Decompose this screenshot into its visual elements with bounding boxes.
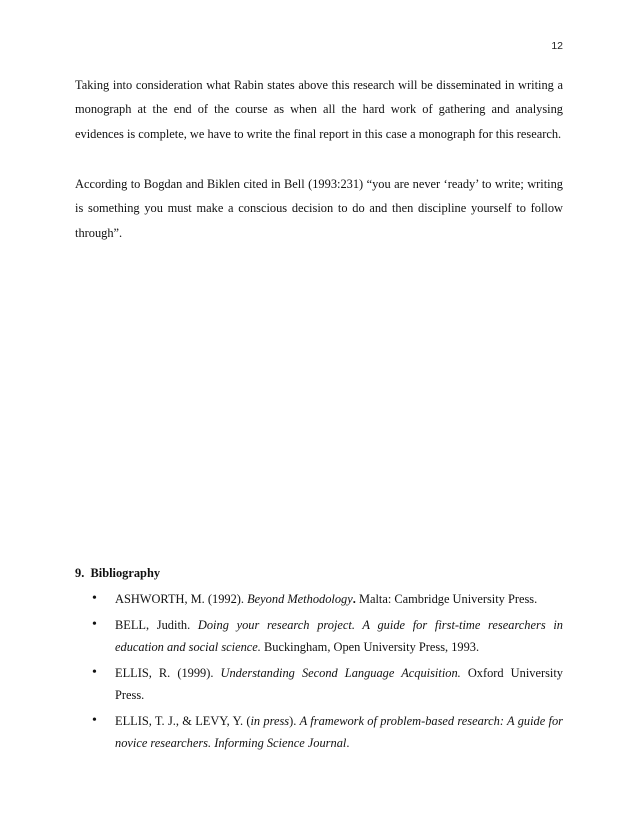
paragraph-dissemination: Taking into consideration what Rabin states above this research will be disseminated in writing a monograph at the end of the course as when all the hard work of gathering and analysing evidences is complete, we have to write the final report in this case a monograph for this research. [75,78,563,141]
bibliography-entry-ashworth [75,588,563,611]
bullet-icon: • [92,591,97,606]
entry-end: . [346,736,350,750]
paragraph-bogdan-quote: According to Bogdan and Biklen cited in Bell (1993:231) “you are never ‘ready’ to write; writing is something you must make a conscious decision to do and then discipline yourself to follow through”. [75,177,563,240]
entry-author: BELL, Judith. [115,617,198,632]
entry-status: in press [250,713,290,728]
bibliography-entry-bell [75,614,563,659]
entry-title: Beyond Methodology [247,592,353,606]
bullet-icon: • [92,664,97,680]
entry-title: A framework of problem-based research: A guide for novice researchers. Informing Science Journal [115,713,563,750]
bibliography-heading: 9. Bibliography [75,566,161,580]
entry-author: ELLIS, R. (1999). [115,665,221,680]
bibliography-entry-ellis-levy [75,710,563,755]
page-number: 12 [551,40,563,52]
entry-title: Doing your research project. A guide for first-time researchers in education and social science. [115,617,563,654]
entry-separator: ). [289,713,300,728]
bullet-icon: • [92,616,97,632]
entry-publisher: Malta: Cambridge University Press. [355,592,538,606]
entry-publisher: Oxford University Press. [115,665,563,702]
entry-author: ASHWORTH, M. (1992). [115,592,248,606]
entry-title: Understanding Second Language Acquisition. [220,665,461,680]
entry-publisher: Buckingham, Open University Press, 1993. [260,640,480,654]
entry-title-mark: . [352,592,356,606]
entry-author: ELLIS, T. J., & LEVY, Y. ( [115,713,251,728]
bibliography-list [75,588,563,758]
bullet-icon: • [92,712,97,728]
bibliography-entry-ellis-r [75,662,563,707]
